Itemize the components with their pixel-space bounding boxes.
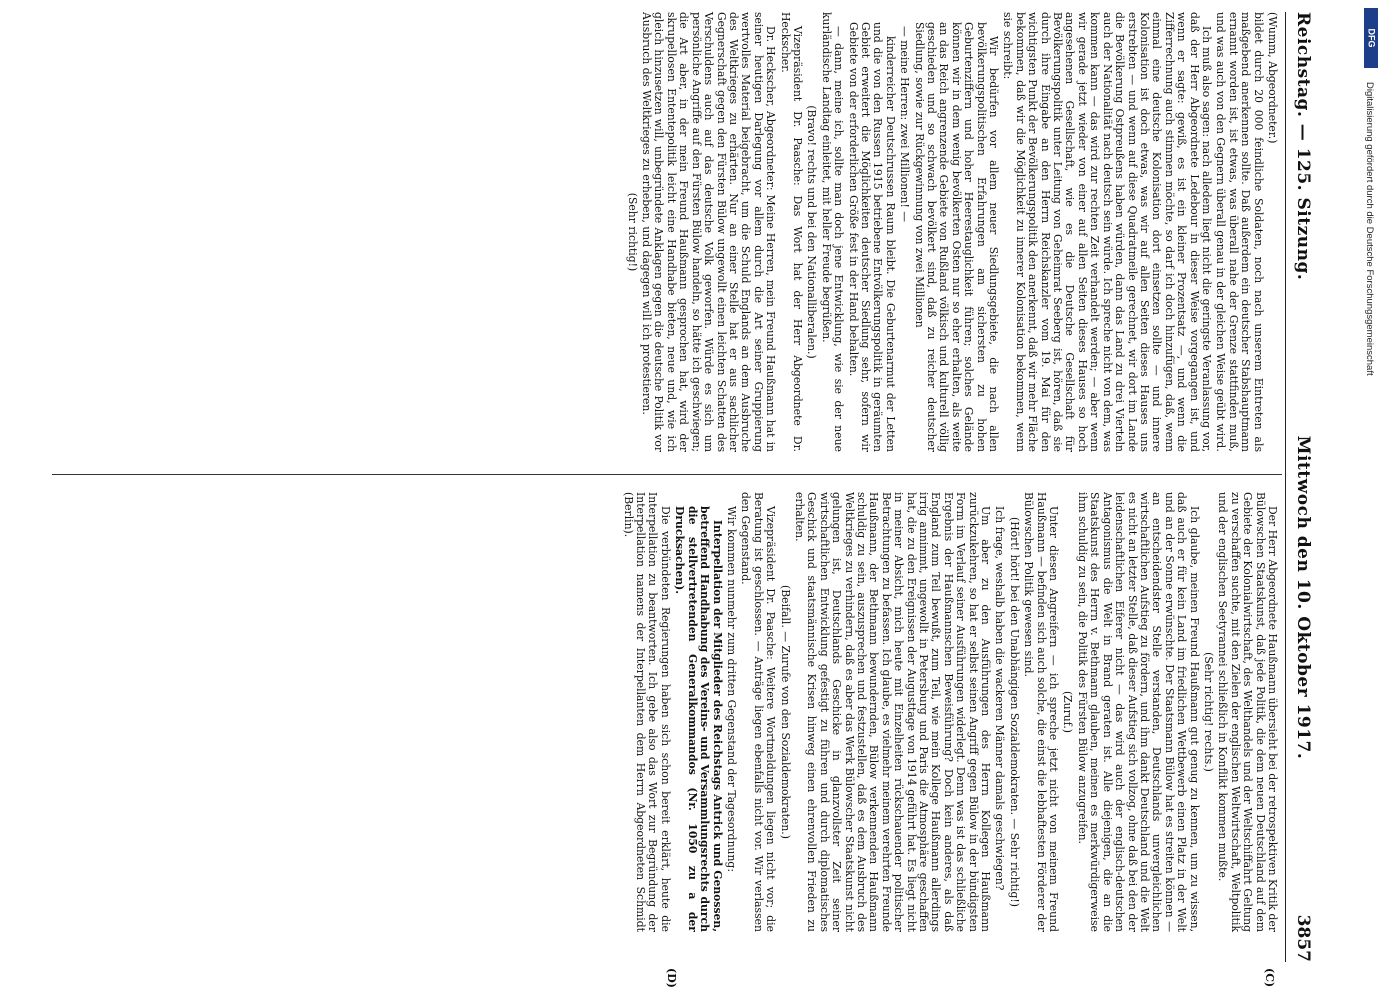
dfg-logo-text: DFG <box>1366 28 1376 48</box>
funding-credit <box>1359 8 1379 998</box>
quotation: kinderreicher Deutschrussen Raum bleibt. Die Geburtenarmut der Letten und die von den Russen 1915 betriebene Entvölkerungspolitik in geräumten Gebiet erweitert die Möglichkeiten deutscher Siedlung sehr, sofern wir Gebiete von der erforderlichen Größe fest in der Hand behalten. <box>846 22 897 452</box>
right-column <box>619 492 1278 932</box>
header-date: Mittwoch den 10. Oktober 1917. <box>1293 435 1313 760</box>
marker-d: (D) <box>665 968 678 988</box>
marker-c: (C) <box>1263 968 1276 988</box>
header-left: Reichstag. — 125. Sitzung. <box>1293 12 1313 281</box>
paragraph: Der Herr Abgeordnete Haußmann übersieht bei der retrospektiven Kritik der Bülowschen Staatskunst, daß jede Politik, die dem neuen Deutschland auf dem Gebiete der Kolonialwirtschaft, des Welthandels und der Weltschiffahrt Geltung zu verschaffen suchte, mit den Zielen der englischen Weltwirtschaft, Weltpolitik und der englischen Seetyrannei schließlich in Konflikt kommen mußte. <box>1216 492 1279 932</box>
paragraph: Dr. Heckscher, Abgeordneter: Meine Herren, mein Freund Haußmann hat in seiner heutigen Darlegung vor allem durch die Art seiner Gruppierung wertvolles Material beigebracht, um die Schuld Englands an dem Ausbruche des Weltkrieges zu erhärten. Nur an einer Stelle hat er aus sachlicher Gegnerschaft gegen den Fürsten Bülow ungewollt einen leichten Schatten des Verschuldens auch auf das deutsche Volk geworfen. Würde es sich um persönliche Angriffe auf den Fürsten Bülow handeln, so hätte ich geschwiegen; die Art aber, in der mein Freund Haußmann gesprochen hat, wird der skrupellosen Ententepolitik leicht eine Handhabe bieten, neue und, wie ich gleich hinzusetzen will, unbegründete Anklagen gegen die deutsche Politik vor Ausbruch des Weltkrieges zu erheben, und dagegen will ich protestieren. <box>640 12 778 452</box>
header-rule <box>1285 12 1286 962</box>
paragraph: Vizepräsident Dr. Paasche: Das Wort hat der Herr Abgeordnete Dr. Heckscher. <box>778 12 804 452</box>
paragraph: Unter diesen Angreifern — ich spreche jetzt nicht von meinem Freund Haußmann — befinden sich auch solche, die einst die lebhaftesten Förderer der Bülowschen Politik gewesen sind. <box>1022 492 1061 932</box>
rotated-newspaper-page <box>48 12 1318 988</box>
applause-note: (Beifall. — Zurufe von den Sozialdemokraten.) <box>778 585 792 839</box>
paragraph: Die verbündeten Regierungen haben sich schon bereit erklärt, heute die Interpellation zu beantworten. Ich gebe also das Wort zur Begründung der Interpellation namens der Interpellanten dem Herrn Abgeordneten Schmidt (Berlin). <box>621 492 672 932</box>
applause-note: (Sehr richtig!) <box>625 192 639 272</box>
interjection: — meine Herren: zwei Millionen! — <box>898 26 912 223</box>
paragraph: Ich glaube, meinen Freund Haußmann gut genug zu kennen, um zu wissen, daß auch er für kein Land im friedlichen Wettbewerb einen Platz in der Welt und an der Sonne erwünschte. Der Staatsmann Bülow hat es streiten können — an entscheidendster Stelle verstanden, Deutschlands unvergleichlichen wirtschaftlichen Aufstieg zu fördern, und ihm dankt Deutschland und die Welt es nicht an letzter Stelle, daß dieser Aufstieg sich vollzog, ohne daß bei den der leidenschaftlichen Eiferer nicht — das wird auch der englisch-deutschen Antagonismus die Welt in Brand geraten ist. Alle diejenigen, die an die Staatskunst des Herrn v. Bethmann glauben, meinen es merkwürdigerweise ihm schuldig zu sein, die Politik des Fürsten Bülow anzugreifen. <box>1075 492 1201 932</box>
applause-note: (Hört! hört! bei den Unabhängigen Sozialdemokraten. — Sehr richtig!) <box>1007 517 1021 907</box>
speaker-tag: (Wumm, Abgeordneter.) <box>1266 12 1279 144</box>
paragraph: — dann, meine ich, sollte man doch jene Entwicklung, wie sie der neue kurländische Landtag einleitet, mit heller Freude begrüßen. <box>819 12 846 452</box>
applause-note: (Bravo! rechts und bei den Nationalliberalen.) <box>805 105 819 359</box>
paragraph: Vizepräsident Dr. Paasche: Weitere Wortmeldungen liegen nicht vor; die Beratung ist geschlossen. — Anträge liegen ebenfalls nicht vor. Wir verlassen den Gegenstand. <box>739 492 778 932</box>
paragraph: Wir kommen nunmehr zum dritten Gegenstand der Tagesordnung: <box>724 506 738 872</box>
agenda-item: Interpellation der Mitglieder des Reichstags Antrick und Genossen, betreffend Handhabung des Vereins- und Versammlungsrechts durch die stellvertretenden Generalkommandos (Nr. 1050 zu a der Drucksachen). <box>673 506 724 932</box>
page-number: 3857 <box>1293 914 1313 962</box>
applause-note: (Sehr richtig! rechts.) <box>1201 652 1215 772</box>
paragraph: bildet durch 20 000 feindliche Soldaten, noch nach unserem Eintreten als maßgebend anerkennen sollte. Daß außerdem ein deutscher Stabshauptmann ernannt worden ist, ist etwas, was überall nahe der Grenze stattfinden muß, und was auch von den Gegnern überall genau in der gleichen Weise geübt wird. <box>1214 12 1265 452</box>
paragraph: Ich muß also sagen: nach alledem liegt nicht die geringste Veranlassung vor, daß der Herr Abgeordnete Ledebour in dieser Weise vorgegangen ist, und wenn er sagte: gewiß, es ist ein kleiner Prozentsatz —, und wenn die Zifferrechnung auch stimmen möchte, so darf ich doch hinzufügen, daß, wenn einmal eine deutsche Kolonisation dort einsetzen sollte — und innere Kolonisation ist doch etwas, was wir auf allen Seiten dieses Hauses uns erstrebten — und wenn auf diese Quadratmeile gerechnet, wir dort im Lande die Bevölkerung Ostpreußens haben würden, dann das Land zu drei Vierteln auch der Nationalität nach deutsch sein würde. Ich spreche nicht von dem, was kommen kann — das wird zur rechten Zeit verhandelt werden; — aber wenn wir gerade jetzt wieder von einer auf allen Seiten dieses Hauses so hoch angesehenen Gesellschaft, wie es die Deutsche Gesellschaft für Bevölkerungspolitik unter Leitung von Geheimrat Seeberg ist, hören, daß sie durch ihre Eingabe an den Herrn Reichskanzler vom 19. Mai für den wichtigsten Punkt der Bevölkerungspolitik den anerkennt, daß wir mehr Fläche bekommen, daß wir die Möglichkeit zu innerer Kolonisation bekommen, wenn sie schreibt: <box>1001 12 1213 452</box>
paragraph: Um aber zu den Ausführungen des Herrn Kollegen Haußmann zurückzukehren, so hat er selbst seinen Angriff gegen Bülow in der bündigsten Form im Verlauf seiner Ausführungen widerlegt. Denn was ist das schließliche Ergebnis der Haußmannschen Beweisführung? Doch kein anderes, als daß England zum Teil bewußt, zum Teil, wie mein Kollege Haußmann allerdings irrig annimmt, ungewollt in Petersburg und Paris die Atmosphäre geschaffen hat, die zu den Ereignissen der Augusttage von 1914 geführt hat. Es liegt nicht in meiner Absicht, mich heute mit Einzelheiten rückschauender politischer Betrachtungen zu befassen. Ich glaube, es vielmehr meinem verehrten Freunde Haußmann, der Bethmann bewundernden, Bülow verkennenden Haußmann schuldig zu sein, auszusprechen und festzustellen, daß es dem Ausbruch des Weltkrieges zu verhindern, daß es aber das Werk Bülowscher Staatskunst nicht gelungen ist, Deutschlands Geschicke in glanzvollster Zeit seiner wirtschaftlichen Entwicklung gefestigt zu führen und durch diplomatisches Geschick und staatsmännische Krisen hinweg einen ehrenvollen Frieden zu erhalten. <box>792 492 993 932</box>
interjection: (Zuruf.) <box>1061 690 1075 734</box>
quotation: Wir bedürfen vor allem neuer Siedlungsgebiete, die nach allen bevölkerungspolitischen Erfahrungen am sichersten zu hohen Geburtenziffern und hoher Heerestauglichkeit führen; solches Gelände können wir in dem wenig bevölkerten Osten nur so eher erhalten, als weite an das Reich angrenzende Gebiete von Rußland völkisch und kulturell völlig geschieden und so schwach bevölkert sind, daß zu reicher deutscher Siedlung, sowie zur Rückgewinnung von zwei Millionen <box>912 22 1001 452</box>
page-header <box>1288 12 1318 962</box>
left-column <box>623 12 1278 452</box>
paragraph: Ich frage, weshalb haben die wackeren Männer damals geschwiegen? <box>993 506 1007 891</box>
column-divider <box>52 474 1282 475</box>
funding-credit-text: Digitalisierung gefördert durch die Deutsche Forschungsgemeinschaft <box>1364 82 1375 376</box>
